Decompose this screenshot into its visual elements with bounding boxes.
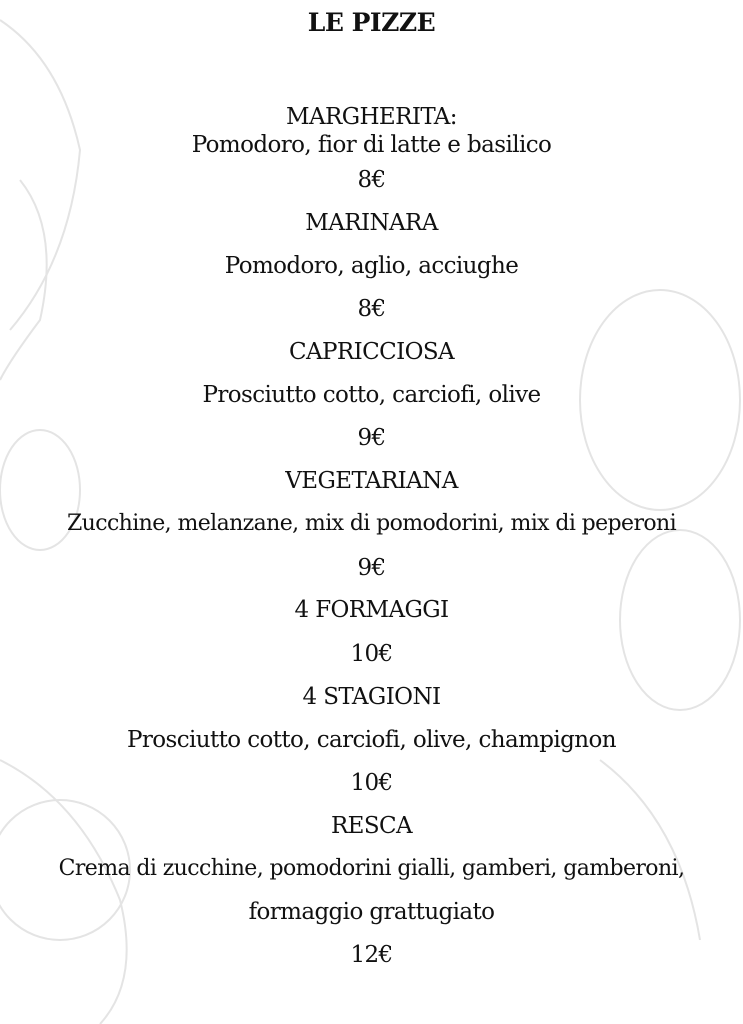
pizza-ingredients: formaggio grattugiato [248, 899, 495, 925]
pizza-price: 12€ [350, 942, 393, 968]
pizza-name: RESCA [330, 813, 413, 839]
pizza-ingredients: Pomodoro, aglio, acciughe [224, 253, 519, 279]
pizza-price: 8€ [357, 296, 386, 322]
pizza-price: 9€ [357, 555, 386, 581]
pizza-name: CAPRICCIOSA [289, 339, 454, 365]
pizza-ingredients: Prosciutto cotto, carciofi, olive [202, 382, 541, 408]
pizza-name: 4 STAGIONI [302, 684, 441, 710]
pizza-ingredients: Prosciutto cotto, carciofi, olive, champignon [127, 727, 616, 753]
pizza-price: 8€ [357, 167, 386, 193]
pizza-name: VEGETARIANA [285, 468, 458, 494]
pizza-ingredients: Crema di zucchine, pomodorini gialli, gamberi, gamberoni, [58, 856, 685, 881]
pizza-ingredients: Pomodoro, fior di latte e basilico [191, 132, 552, 158]
pizza-name: MARGHERITA: [286, 104, 457, 130]
pizza-name: 4 FORMAGGI [294, 597, 449, 623]
pizza-name: MARINARA [305, 210, 438, 236]
pizza-price: 10€ [350, 770, 393, 796]
menu-title: LE PIZZE [307, 8, 436, 37]
pizza-ingredients: Zucchine, melanzane, mix di pomodorini, mix di peperoni [66, 511, 677, 536]
pizza-price: 10€ [350, 641, 393, 667]
pizza-price: 9€ [357, 425, 386, 451]
